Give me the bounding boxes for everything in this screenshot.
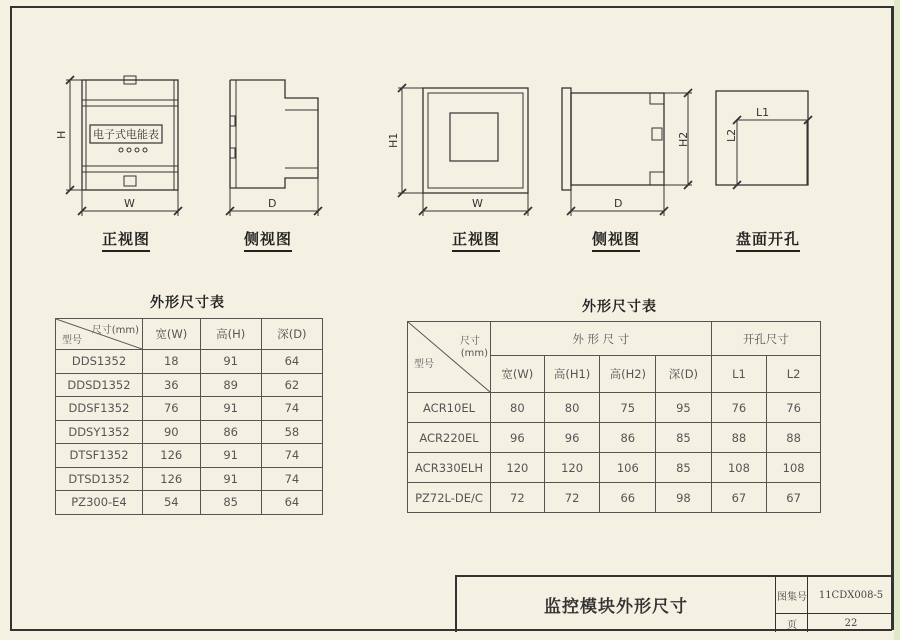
page-number: 22 xyxy=(807,614,894,632)
value-cell: 76 xyxy=(767,393,821,423)
value-cell: 86 xyxy=(600,423,656,453)
header-cell: 宽(W) xyxy=(491,356,545,393)
value-cell: 72 xyxy=(491,483,545,513)
model-cell: DDSD1352 xyxy=(56,373,143,397)
value-cell: 64 xyxy=(261,491,322,515)
model-cell: PZ300-E4 xyxy=(56,491,143,515)
table-row xyxy=(408,393,821,423)
atlas-number-value: 11CDX008-5 xyxy=(807,577,894,614)
dim-label-w-left: W xyxy=(124,197,135,210)
value-cell: 76 xyxy=(711,393,767,423)
right-dimension-table xyxy=(407,321,821,513)
dim-label-l1: L1 xyxy=(756,106,770,119)
model-cell: DDSF1352 xyxy=(56,397,143,421)
caption-panel-cutout: 盘面开孔 xyxy=(736,228,800,252)
value-cell: 80 xyxy=(491,393,545,423)
model-cell: DDS1352 xyxy=(56,350,143,374)
value-cell: 120 xyxy=(491,453,545,483)
value-cell: 90 xyxy=(143,420,201,444)
value-cell: 91 xyxy=(200,467,261,491)
header-cell: L2 xyxy=(767,356,821,393)
value-cell: 91 xyxy=(200,350,261,374)
table-row xyxy=(56,420,323,444)
meter-display-label: 电子式电能表 xyxy=(93,128,159,141)
corner-cell xyxy=(408,322,491,393)
value-cell: 85 xyxy=(200,491,261,515)
corner-size-label: 尺寸(mm) xyxy=(91,325,139,336)
dim-label-h2: H2 xyxy=(677,131,690,147)
table-row xyxy=(56,491,323,515)
value-cell: 74 xyxy=(261,397,322,421)
group-header-cutout: 开孔尺寸 xyxy=(711,322,820,356)
corner-model-label: 型号 xyxy=(62,335,82,346)
value-cell: 95 xyxy=(656,393,711,423)
value-cell: 62 xyxy=(261,373,322,397)
model-cell: DTSF1352 xyxy=(56,444,143,468)
value-cell: 67 xyxy=(711,483,767,513)
value-cell: 96 xyxy=(544,423,600,453)
table-row xyxy=(56,467,323,491)
value-cell: 91 xyxy=(200,397,261,421)
left-side-view xyxy=(226,80,322,216)
title-block xyxy=(455,575,893,632)
model-cell: ACR330ELH xyxy=(408,453,491,483)
caption-right-side: 侧视图 xyxy=(592,228,640,252)
table-row xyxy=(56,397,323,421)
value-cell: 74 xyxy=(261,444,322,468)
right-table-title: 外形尺寸表 xyxy=(582,299,657,315)
value-cell: 88 xyxy=(767,423,821,453)
left-dimension-table xyxy=(55,318,323,515)
dim-label-h1: H1 xyxy=(387,132,400,148)
header-cell: 宽(W) xyxy=(143,319,201,350)
value-cell: 86 xyxy=(200,420,261,444)
value-cell: 98 xyxy=(656,483,711,513)
model-cell: ACR220EL xyxy=(408,423,491,453)
dim-label-l2: L2 xyxy=(725,128,738,142)
header-cell: 高(H) xyxy=(200,319,261,350)
value-cell: 72 xyxy=(544,483,600,513)
value-cell: 76 xyxy=(143,397,201,421)
dim-label-d-right: D xyxy=(614,197,623,210)
value-cell: 67 xyxy=(767,483,821,513)
model-cell: PZ72L-DE/C xyxy=(408,483,491,513)
table-row xyxy=(56,444,323,468)
value-cell: 58 xyxy=(261,420,322,444)
right-side-view xyxy=(562,88,692,216)
value-cell: 64 xyxy=(261,350,322,374)
dim-label-w-right: W xyxy=(472,197,483,210)
caption-left-front: 正视图 xyxy=(102,228,150,252)
value-cell: 126 xyxy=(143,467,201,491)
value-cell: 74 xyxy=(261,467,322,491)
caption-left-side: 侧视图 xyxy=(244,228,292,252)
value-cell: 108 xyxy=(767,453,821,483)
header-cell: 深(D) xyxy=(261,319,322,350)
value-cell: 126 xyxy=(143,444,201,468)
drawing-title: 监控模块外形尺寸 xyxy=(544,597,688,617)
right-front-view xyxy=(398,84,532,216)
value-cell: 88 xyxy=(711,423,767,453)
atlas-number-label: 图集号 xyxy=(775,577,808,614)
value-cell: 108 xyxy=(711,453,767,483)
corner-model-label: 型号 xyxy=(414,359,434,370)
left-front-view xyxy=(66,76,182,216)
value-cell: 36 xyxy=(143,373,201,397)
group-header-outline: 外 形 尺 寸 xyxy=(491,322,712,356)
table-row xyxy=(408,483,821,513)
value-cell: 96 xyxy=(491,423,545,453)
table-row xyxy=(408,423,821,453)
value-cell: 66 xyxy=(600,483,656,513)
corner-cell xyxy=(56,319,143,350)
value-cell: 85 xyxy=(656,453,711,483)
value-cell: 120 xyxy=(544,453,600,483)
corner-unit-label: (mm) xyxy=(460,348,488,359)
dim-label-d-left: D xyxy=(268,197,277,210)
table-row xyxy=(56,373,323,397)
caption-right-front: 正视图 xyxy=(452,228,500,252)
value-cell: 85 xyxy=(656,423,711,453)
value-cell: 106 xyxy=(600,453,656,483)
corner-size-label: 尺寸 xyxy=(460,336,480,347)
value-cell: 91 xyxy=(200,444,261,468)
header-cell: 高(H1) xyxy=(544,356,600,393)
value-cell: 89 xyxy=(200,373,261,397)
value-cell: 54 xyxy=(143,491,201,515)
dim-label-h: H xyxy=(55,130,68,139)
table-row xyxy=(408,453,821,483)
header-cell: 深(D) xyxy=(656,356,711,393)
table-row xyxy=(56,350,323,374)
model-cell: ACR10EL xyxy=(408,393,491,423)
value-cell: 18 xyxy=(143,350,201,374)
left-table-title: 外形尺寸表 xyxy=(150,295,225,311)
value-cell: 75 xyxy=(600,393,656,423)
model-cell: DTSD1352 xyxy=(56,467,143,491)
value-cell: 80 xyxy=(544,393,600,423)
model-cell: DDSY1352 xyxy=(56,420,143,444)
page-label: 页 xyxy=(775,614,808,632)
header-cell: 高(H2) xyxy=(600,356,656,393)
header-cell: L1 xyxy=(711,356,767,393)
